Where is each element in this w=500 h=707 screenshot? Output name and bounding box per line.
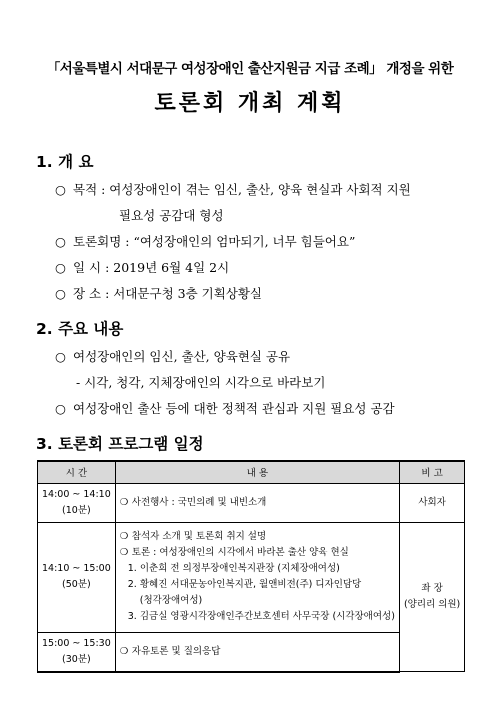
panelist-item: 2. 황혜진 서대문농아인복지관, 월앤비전(주) 디자인담당	[127, 579, 362, 590]
event-name-text: 토론회명 : “여성장애인의 엄마되기, 너무 힘들어요”	[73, 234, 356, 249]
bullet-circle-icon: ○	[55, 182, 66, 197]
panelist-item: 3. 김금실 영광시각장애인주간보호센터 사무국장 (시각장애여성)	[127, 611, 395, 622]
main-content-item	[55, 347, 290, 365]
bullet-circle-icon: ○	[55, 260, 66, 275]
column-header-content: 내 용	[115, 461, 399, 483]
bullet-circle-icon: ○	[55, 286, 66, 301]
purpose-text-continued: 필요성 공감대 형성	[119, 208, 224, 223]
main-content-text: 여성장애인 출산 등에 대한 정책적 관심과 지원 필요성 공감	[73, 401, 395, 416]
purpose-text: 목적 : 여성장애인이 겪는 임신, 출산, 양육 현실과 사회적 지원	[73, 182, 411, 197]
bullet-square-icon: ❍	[119, 496, 129, 508]
document-subtitle: 「서울특별시 서대문구 여성장애인 출산지원금 지급 조례」 개정을 위한	[46, 61, 454, 77]
column-header-note: 비 고	[399, 461, 464, 483]
table-row	[38, 522, 465, 632]
content-cell: ❍ 자유토론 및 질의응답	[115, 632, 399, 672]
main-content-item	[55, 399, 395, 417]
note-cell: 사회자	[399, 483, 464, 522]
main-content-subitem: - 시각, 청각, 지체장애인의 시각으로 바라보기	[76, 375, 326, 390]
section-1-heading: 1. 개 요	[36, 153, 94, 171]
document-title: 토론회 개최 계획	[154, 91, 346, 116]
overview-datetime	[55, 258, 229, 276]
bullet-circle-icon: ○	[55, 401, 66, 416]
section-3-heading: 3. 토론회 프로그램 일정	[36, 435, 204, 453]
note-cell: 좌 장 (양리리 의원)	[399, 522, 464, 672]
overview-event-name	[55, 232, 355, 250]
table-header-row	[38, 461, 465, 483]
program-schedule-table	[37, 460, 465, 673]
bullet-square-icon: ❍	[119, 547, 129, 558]
time-cell: 14:10 ~ 15:00 (50분)	[38, 522, 116, 632]
datetime-text: 일 시 : 2019년 6월 4일 2시	[73, 260, 230, 275]
time-cell: 15:00 ~ 15:30 (30분)	[38, 632, 116, 672]
main-content-text: 여성장애인의 임신, 출산, 양육현실 공유	[73, 349, 291, 364]
content-cell: ❍ 사전행사 : 국민의례 및 내빈소개	[115, 483, 399, 522]
table-row	[38, 483, 465, 522]
panelist-item: 1. 이춘희 전 의정부장애인복지관장 (지체장애여성)	[127, 563, 340, 574]
bullet-circle-icon: ○	[55, 349, 66, 364]
bullet-square-icon: ❍	[119, 531, 129, 542]
content-cell: ❍ 참석자 소개 및 토론회 취지 설명 ❍ 토론 : 여성장애인의 시각에서 바라본 출산 양육 현실 1. 이춘희 전 의정부장애인복지관장 (지체장애여성) 2. 황혜진 서대문농아인복지관, 월앤비전(주) 디자인담당 (청각장애여성) 3. 김금실 영광시각장애인주간보호센터 사무국장 (시각장애여성)	[115, 522, 399, 632]
bullet-square-icon: ❍	[119, 645, 129, 657]
time-cell: 14:00 ~ 14:10 (10분)	[38, 483, 116, 522]
panelist-item-continued: (청각장애여성)	[139, 595, 203, 606]
bullet-circle-icon: ○	[55, 234, 66, 249]
section-2-heading: 2. 주요 내용	[36, 320, 124, 338]
overview-purpose	[55, 180, 411, 198]
location-text: 장 소 : 서대문구청 3층 기획상황실	[73, 286, 263, 301]
overview-location	[55, 284, 262, 302]
column-header-time: 시 간	[38, 461, 116, 483]
